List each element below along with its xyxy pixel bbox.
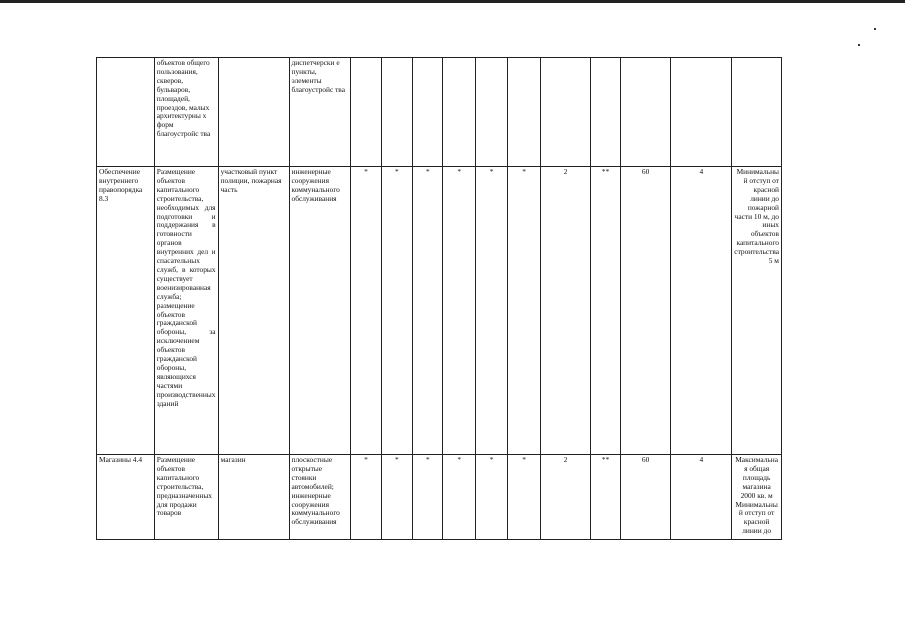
mark-cell (351, 58, 381, 167)
note-cell: Максимальная общая площадь магазина 2000 кв. м Минимальный отступ от красной линии до (732, 455, 782, 540)
table-row (97, 58, 782, 167)
setback-cell: 4 (671, 167, 732, 455)
scan-speck (874, 28, 876, 30)
use-type-cell: Обеспечение внутреннего правопорядка 8.3 (97, 167, 155, 455)
use-type-cell (97, 58, 155, 167)
floors-cell: 2 (540, 455, 591, 540)
note-cell: Минимальный отступ от красной линии до пожарной части 10 м, до иных объектов капитального строительства 5 м (732, 167, 782, 455)
mark-cell (381, 58, 412, 167)
mark-cell (508, 58, 540, 167)
mark-cell: * (475, 167, 507, 455)
height-cell: ** (591, 455, 620, 540)
setback-cell (671, 58, 732, 167)
mark-cell (413, 58, 443, 167)
mark-cell: * (443, 455, 475, 540)
coverage-cell: 60 (620, 455, 671, 540)
description-cell: объектов общего пользования, скверов, бульваров, площадей, проездов, малых архитектурны х форм благоустройс тва (154, 58, 218, 167)
floors-cell: 2 (540, 167, 591, 455)
main-objects-cell: магазин (218, 455, 289, 540)
height-cell: ** (591, 167, 620, 455)
mark-cell (443, 58, 475, 167)
mark-cell: * (351, 455, 381, 540)
auxiliary-objects-cell: инженерные сооружения коммунального обслуживания (289, 167, 351, 455)
top-page-rule (0, 0, 905, 3)
coverage-cell: 60 (620, 167, 671, 455)
note-cell (732, 58, 782, 167)
coverage-cell (620, 58, 671, 167)
table-row (97, 167, 782, 455)
main-objects-cell: участковый пункт полиции, пожарная часть (218, 167, 289, 455)
use-type-cell: Магазины 4.4 (97, 455, 155, 540)
mark-cell: * (351, 167, 381, 455)
mark-cell (475, 58, 507, 167)
auxiliary-objects-cell: плоскостные открытые стоянки автомобилей; инженерные сооружения коммунального обслуживания (289, 455, 351, 540)
mark-cell: * (443, 167, 475, 455)
scan-speck (858, 44, 860, 46)
mark-cell: * (475, 455, 507, 540)
setback-cell: 4 (671, 455, 732, 540)
height-cell (591, 58, 620, 167)
table-row (97, 455, 782, 540)
mark-cell: * (508, 455, 540, 540)
mark-cell: * (413, 167, 443, 455)
main-objects-cell (218, 58, 289, 167)
mark-cell: * (413, 455, 443, 540)
auxiliary-objects-cell: диспетчерски е пункты, элементы благоустройс тва (289, 58, 351, 167)
description-cell: Размещение объектов капитального строительства, предназначенных для продажи товаров (154, 455, 218, 540)
mark-cell: * (381, 455, 412, 540)
description-cell: Размещение объектов капитального строительства, необходимых для подготовки и поддержания в готовности органов внутренних дел и спасательных служб, в которых существует военизированная служба; размещение объектов гражданской обороны, за исключением объектов гражданской обороны, являющихся частями производственных зданий (154, 167, 218, 455)
floors-cell (540, 58, 591, 167)
mark-cell: * (508, 167, 540, 455)
mark-cell: * (381, 167, 412, 455)
land-use-regulation-table (96, 57, 782, 540)
